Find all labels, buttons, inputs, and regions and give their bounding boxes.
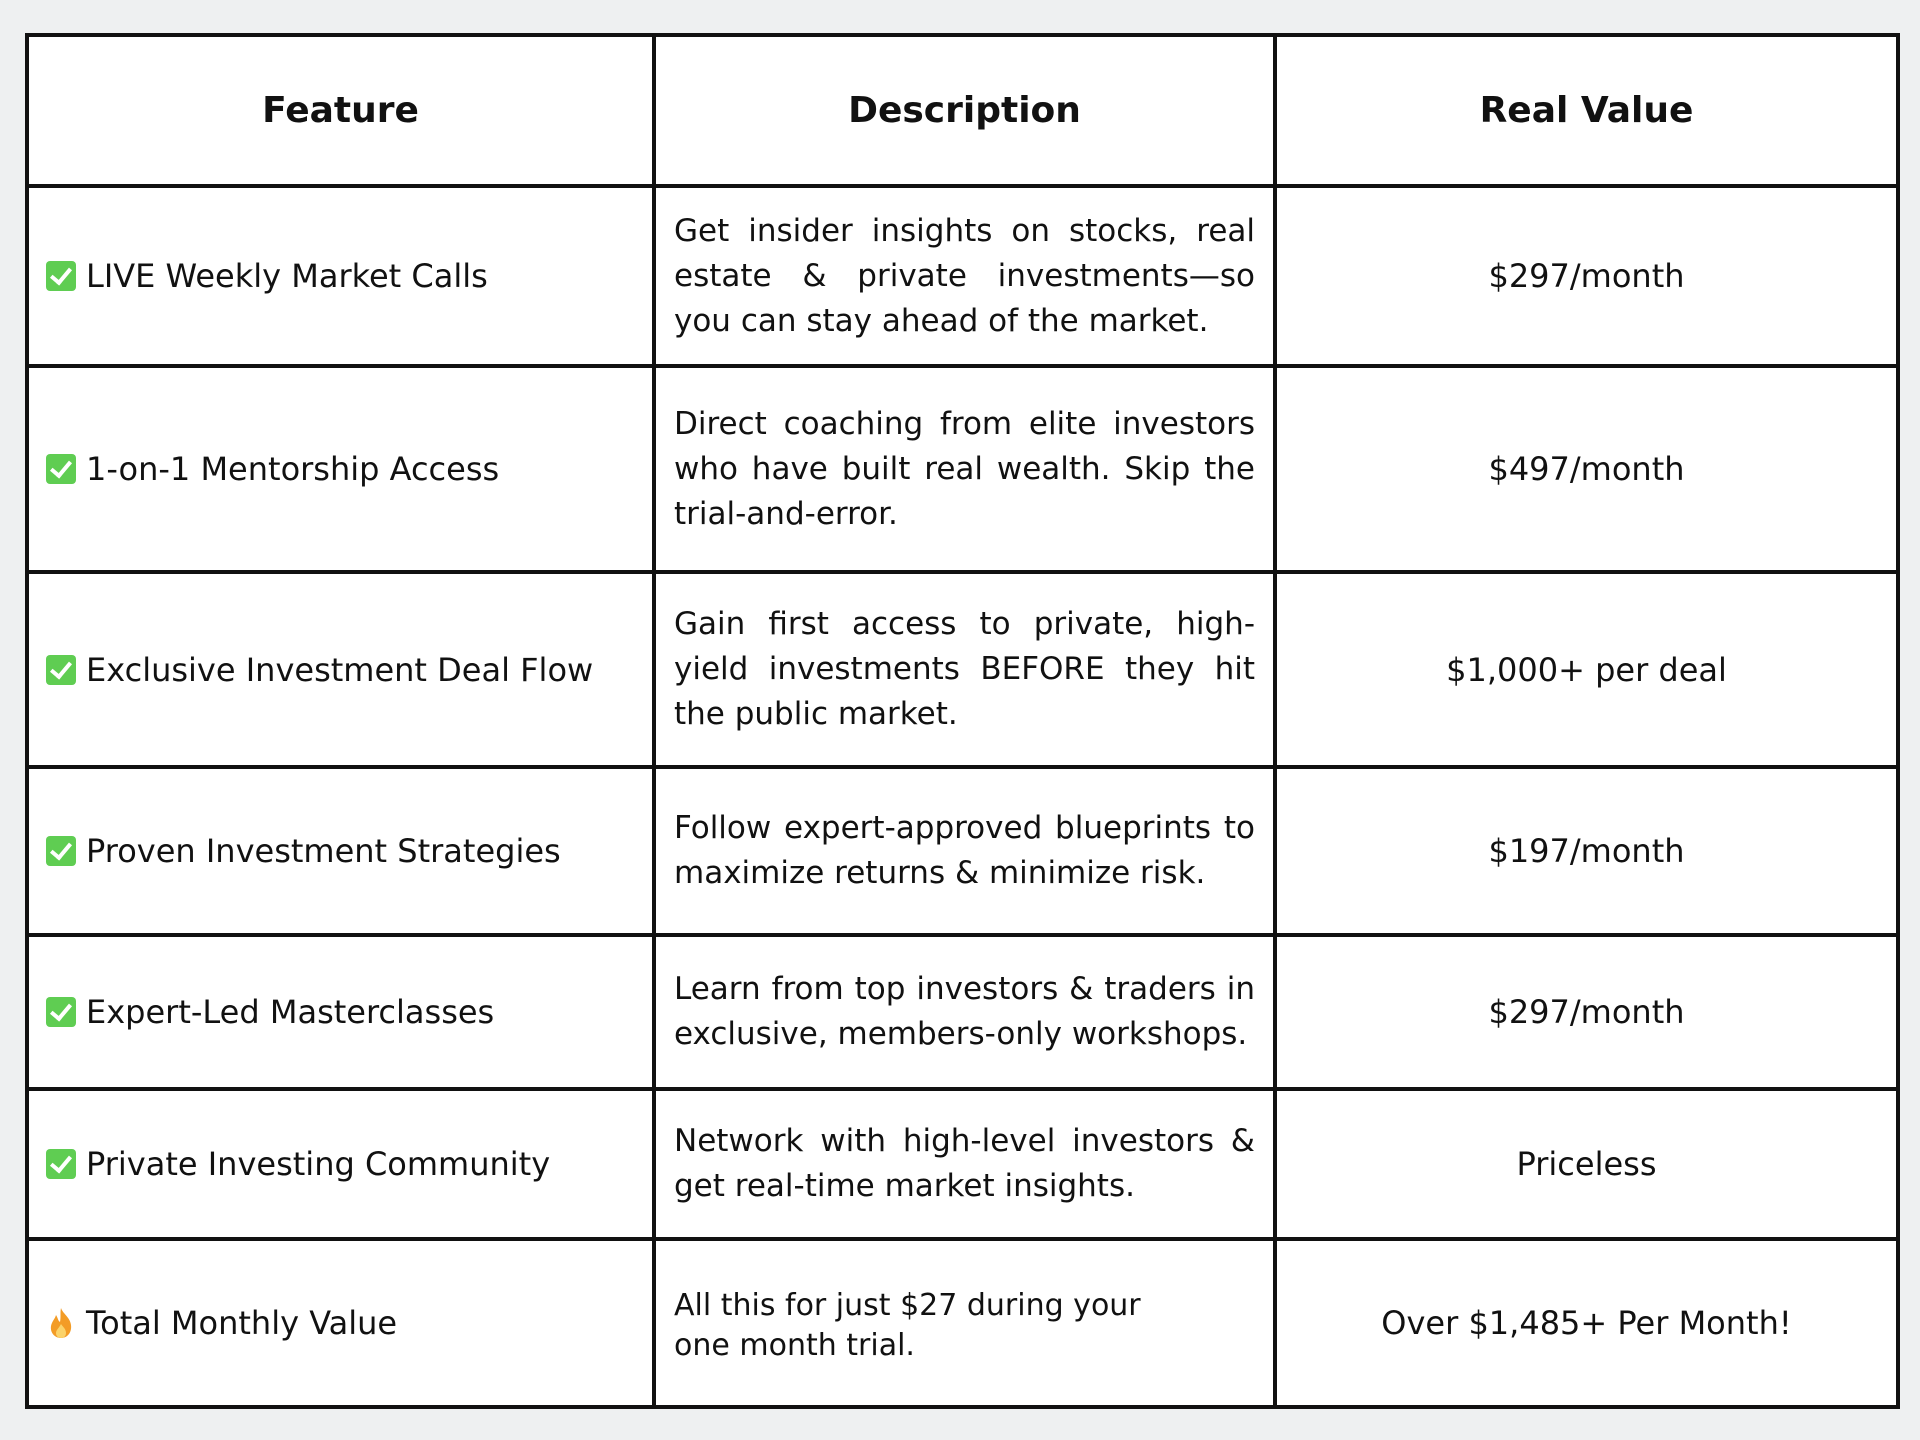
feature-cell bbox=[27, 572, 654, 767]
fire-icon bbox=[46, 1307, 76, 1339]
description-cell: Direct coaching from elite investors who have built real wealth. Skip the trial-and-error. bbox=[654, 366, 1275, 572]
table-row bbox=[27, 366, 1898, 572]
feature-cell bbox=[27, 1089, 654, 1239]
feature-label: Proven Investment Strategies bbox=[86, 832, 561, 870]
total-description-cell bbox=[654, 1239, 1275, 1407]
table-row bbox=[27, 935, 1898, 1089]
feature-cell bbox=[27, 366, 654, 572]
value-cell: $1,000+ per deal bbox=[1275, 572, 1898, 767]
description-cell: Learn from top investors & traders in exclusive, members-only workshops. bbox=[654, 935, 1275, 1089]
description-cell: Get insider insights on stocks, real estate & private investments—so you can stay ahead of the market. bbox=[654, 186, 1275, 366]
check-icon bbox=[46, 997, 76, 1027]
total-value-cell: Over $1,485+ Per Month! bbox=[1275, 1239, 1898, 1407]
feature-label: LIVE Weekly Market Calls bbox=[86, 257, 488, 295]
check-icon bbox=[46, 655, 76, 685]
feature-cell bbox=[27, 767, 654, 935]
check-icon bbox=[46, 454, 76, 484]
header-row bbox=[27, 35, 1898, 186]
table-row bbox=[27, 767, 1898, 935]
feature-label: Exclusive Investment Deal Flow bbox=[86, 650, 594, 689]
table-row bbox=[27, 1089, 1898, 1239]
description-cell: Gain first access to private, high-yield investments BEFORE they hit the public market. bbox=[654, 572, 1275, 767]
feature-label: Expert-Led Masterclasses bbox=[86, 993, 495, 1031]
table-row bbox=[27, 186, 1898, 366]
value-table bbox=[25, 33, 1900, 1409]
feature-label: Private Investing Community bbox=[86, 1145, 551, 1183]
total-description-line2: one month trial. bbox=[674, 1328, 915, 1363]
value-cell: Priceless bbox=[1275, 1089, 1898, 1239]
check-icon bbox=[46, 1149, 76, 1179]
description-cell: Network with high-level investors & get real-time market insights. bbox=[654, 1089, 1275, 1239]
total-description-line1: All this for just $27 during your bbox=[674, 1288, 1141, 1323]
feature-cell bbox=[27, 935, 654, 1089]
description-cell: Follow expert-approved blueprints to maximize returns & minimize risk. bbox=[654, 767, 1275, 935]
value-cell: $297/month bbox=[1275, 935, 1898, 1089]
value-cell: $497/month bbox=[1275, 366, 1898, 572]
feature-cell bbox=[27, 1239, 654, 1407]
feature-label: 1-on-1 Mentorship Access bbox=[86, 450, 500, 488]
total-label: Total Monthly Value bbox=[86, 1304, 398, 1342]
header-feature: Feature bbox=[27, 35, 654, 186]
check-icon bbox=[46, 836, 76, 866]
value-cell: $197/month bbox=[1275, 767, 1898, 935]
feature-cell bbox=[27, 186, 654, 366]
header-description: Description bbox=[654, 35, 1275, 186]
total-row bbox=[27, 1239, 1898, 1407]
check-icon bbox=[46, 261, 76, 291]
header-real-value: Real Value bbox=[1275, 35, 1898, 186]
table-row bbox=[27, 572, 1898, 767]
value-cell: $297/month bbox=[1275, 186, 1898, 366]
